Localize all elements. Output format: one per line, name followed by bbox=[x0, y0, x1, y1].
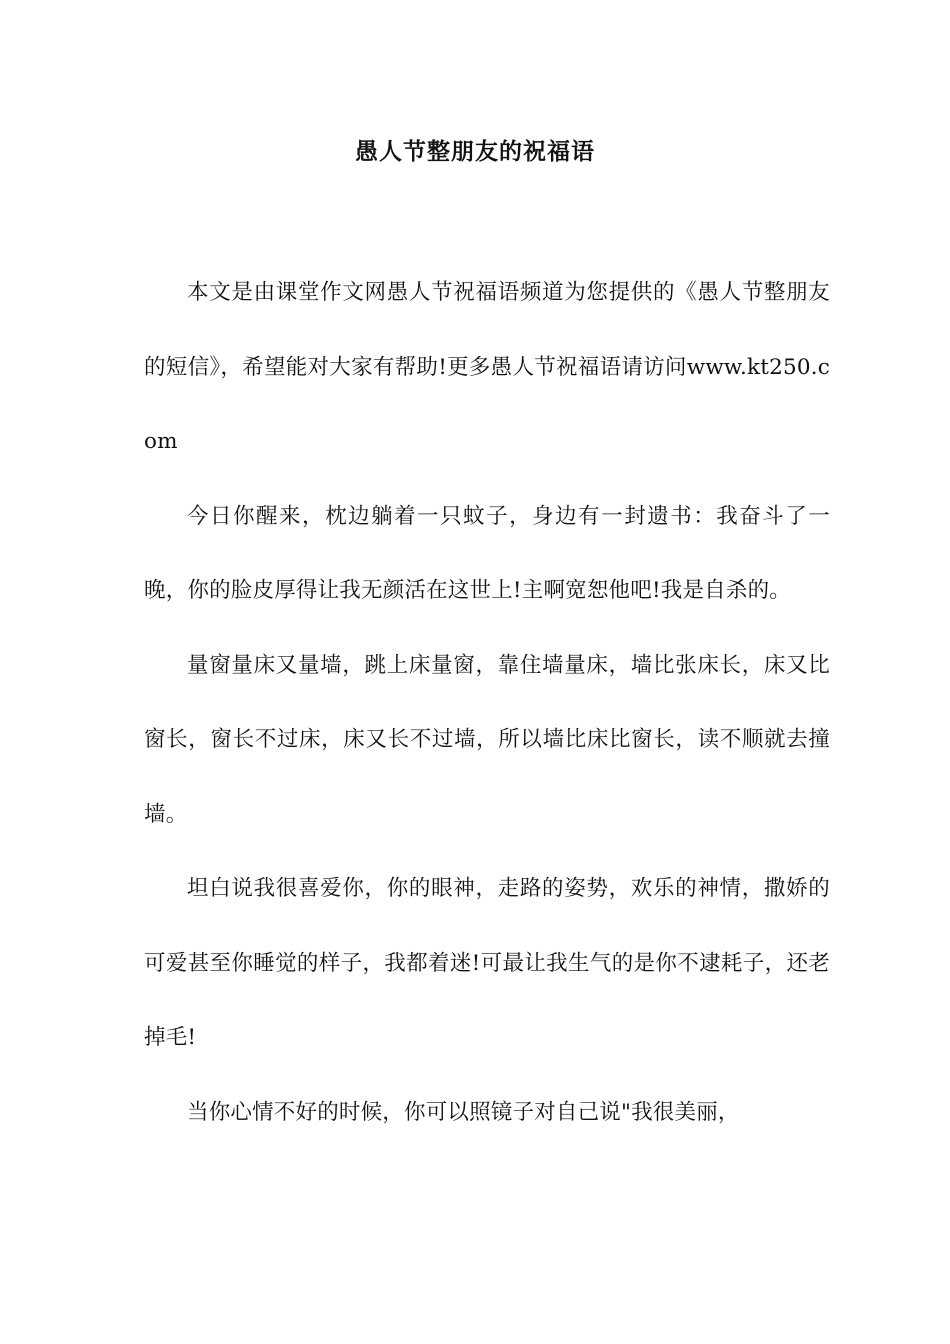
paragraph-tongue-twister: 量窗量床又量墙，跳上床量窗，靠住墙量床，墙比张床长，床又比窗长，窗长不过床，床又长不过墙，所以墙比床比窗长，读不顺就去撞墙。 bbox=[144, 652, 830, 827]
paragraph-mirror: 当你心情不好的时候，你可以照镜子对自己说"我很美丽， bbox=[187, 1099, 740, 1125]
document-body bbox=[144, 256, 830, 1150]
paragraph-mosquito: 今日你醒来，枕边躺着一只蚊子，身边有一封遗书：我奋斗了一晚，你的脸皮厚得让我无颜活在这世上!主啊宽恕他吧!我是自杀的。 bbox=[144, 503, 830, 603]
document-title: 愚人节整朋友的祝福语 bbox=[355, 139, 595, 165]
paragraph-intro: 本文是由课堂作文网愚人节祝福语频道为您提供的《愚人节整朋友的短信》，希望能对大家有帮助!更多愚人节祝福语请访问www.kt250.com bbox=[144, 280, 830, 454]
paragraph-confession: 坦白说我很喜爱你，你的眼神，走路的姿势，欢乐的神情，撒娇的可爱甚至你睡觉的样子，我都着迷!可最让我生气的是你不逮耗子，还老掉毛! bbox=[144, 876, 830, 1050]
